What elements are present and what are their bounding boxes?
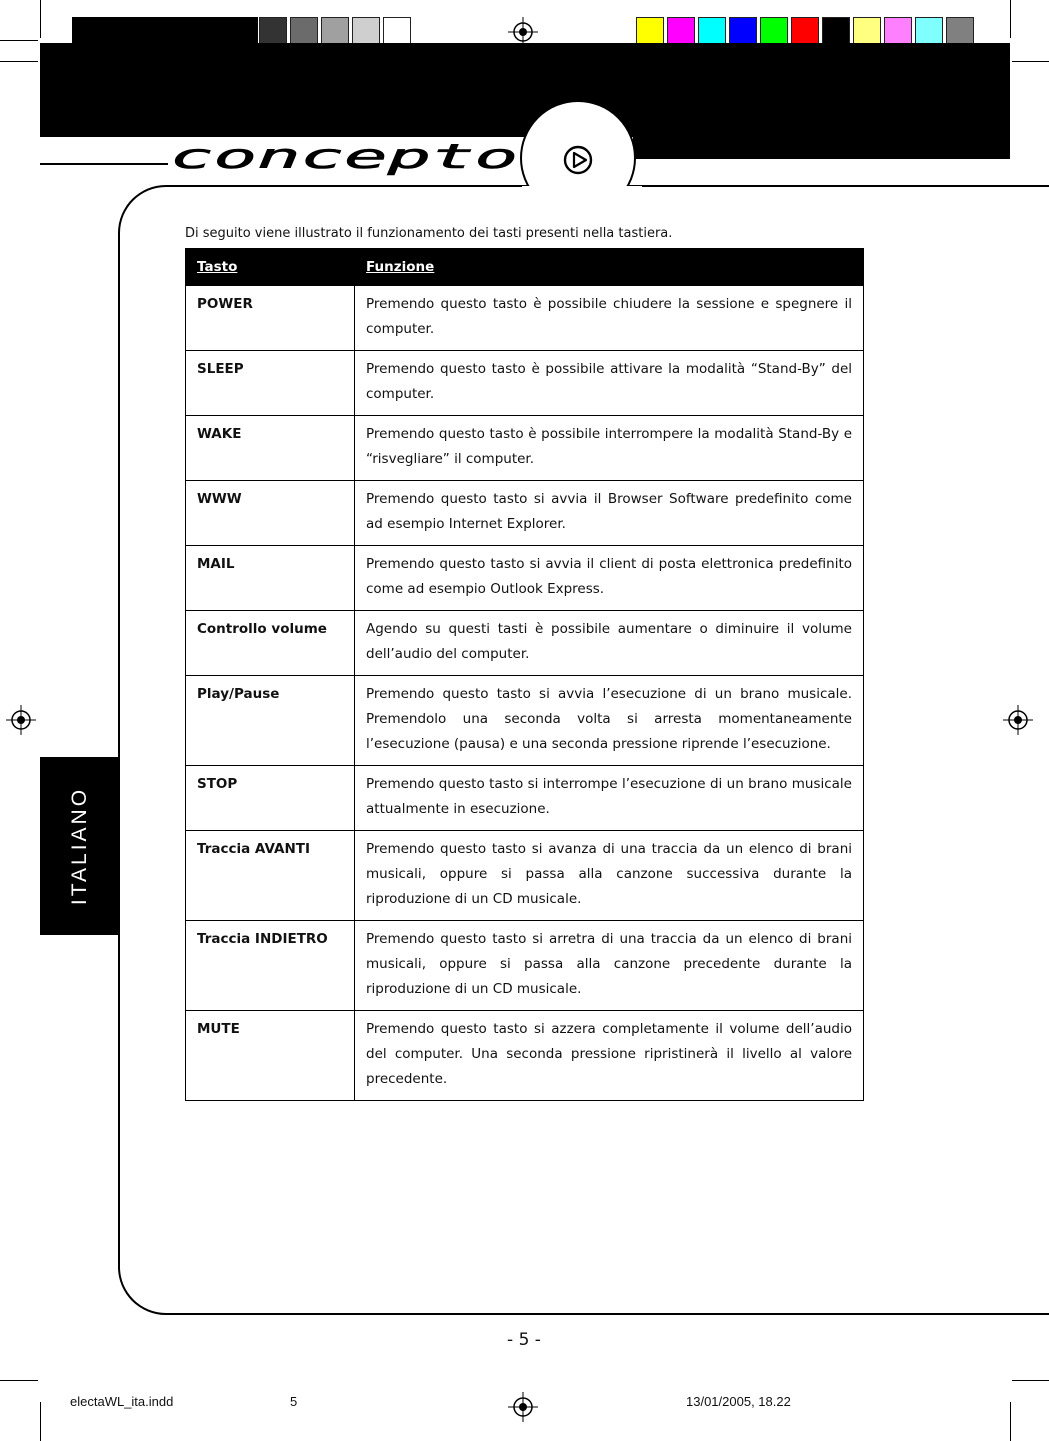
table-row (186, 416, 864, 481)
footer-timestamp: 13/01/2005, 18.22 (686, 1394, 791, 1409)
table-row (186, 481, 864, 546)
table-row (186, 676, 864, 766)
gray-swatch (352, 17, 380, 44)
header-key: Tasto (186, 249, 355, 286)
key-function: Premendo questo tasto si azzera completamente il volume dell’audio del computer. Una seconda pressione ripristinerà il livello al valore precedente. (355, 1011, 864, 1101)
key-name: POWER (186, 286, 355, 351)
key-function: Premendo questo tasto si avvia il client di posta elettronica predefinito come ad esempio Outlook Express. (355, 546, 864, 611)
table-row (186, 831, 864, 921)
key-name: Traccia INDIETRO (186, 921, 355, 1011)
crop-mark (0, 1380, 38, 1381)
page-number: - 5 - (507, 1330, 541, 1350)
key-function: Premendo questo tasto si arretra di una traccia da un elenco di brani musicali, oppure si passa alla canzone precedente durante la riproduzione di un CD musicale. (355, 921, 864, 1011)
crop-mark (40, 1402, 41, 1441)
color-swatch (667, 17, 695, 44)
key-name: WWW (186, 481, 355, 546)
table-row (186, 546, 864, 611)
table-row (186, 921, 864, 1011)
crop-mark (1010, 1402, 1011, 1441)
table-row (186, 351, 864, 416)
key-function: Premendo questo tasto si avvia l’esecuzione di un brano musicale. Premendolo una seconda volta si arresta momentaneamente l’esecuzione (pausa) e una seconda pressione riprende l’esecuzione. (355, 676, 864, 766)
gray-swatch (383, 17, 411, 44)
color-swatch (760, 17, 788, 44)
key-name: SLEEP (186, 351, 355, 416)
table-row (186, 611, 864, 676)
crop-mark (40, 0, 41, 38)
table-header-row (186, 249, 864, 286)
header-band-right (633, 130, 1010, 159)
table-row (186, 766, 864, 831)
key-function: Premendo questo tasto è possibile attivare la modalità “Stand-By” del computer. (355, 351, 864, 416)
keys-table (185, 248, 864, 1101)
crop-mark (0, 40, 38, 41)
key-name: Controllo volume (186, 611, 355, 676)
color-swatch (853, 17, 881, 44)
crop-mark (1012, 61, 1049, 62)
key-name: Traccia AVANTI (186, 831, 355, 921)
crop-mark (0, 61, 38, 62)
print-black-bar (72, 17, 258, 44)
panel-bottom-rule (166, 1313, 1010, 1315)
crop-mark (1012, 1380, 1049, 1381)
header-band (40, 43, 1010, 137)
key-function: Premendo questo tasto si avanza di una traccia da un elenco di brani musicali, oppure si passa alla canzone successiva durante la riproduzione di un CD musicale. (355, 831, 864, 921)
play-circle-icon (562, 144, 594, 176)
color-swatch (636, 17, 664, 44)
brand-rule (40, 163, 168, 165)
footer-filename: electaWL_ita.indd (70, 1394, 174, 1409)
crop-mark (1010, 0, 1011, 38)
gray-swatch (321, 17, 349, 44)
key-name: MUTE (186, 1011, 355, 1101)
color-swatch (729, 17, 757, 44)
table-row (186, 1011, 864, 1101)
color-swatch (915, 17, 943, 44)
table-row (186, 286, 864, 351)
footer-page: 5 (290, 1394, 298, 1409)
intro-text: Di seguito viene illustrato il funzionamento dei tasti presenti nella tastiera. (185, 226, 673, 241)
key-function: Agendo su questi tasti è possibile aumentare o diminuire il volume dell’audio del computer. (355, 611, 864, 676)
key-function: Premendo questo tasto è possibile interrompere la modalità Stand-By e “risvegliare” il computer. (355, 416, 864, 481)
registration-mark-icon (6, 705, 36, 735)
color-swatch (791, 17, 819, 44)
brand-name: concepto (170, 140, 518, 177)
key-name: MAIL (186, 546, 355, 611)
key-name: STOP (186, 766, 355, 831)
color-swatch (822, 17, 850, 44)
color-swatch (698, 17, 726, 44)
registration-mark-icon (508, 1392, 538, 1422)
key-name: Play/Pause (186, 676, 355, 766)
key-function: Premendo questo tasto si avvia il Browser Software predefinito come ad esempio Internet Explorer. (355, 481, 864, 546)
key-name: WAKE (186, 416, 355, 481)
key-function: Premendo questo tasto si interrompe l’esecuzione di un brano musicale attualmente in esecuzione. (355, 766, 864, 831)
key-function: Premendo questo tasto è possibile chiudere la sessione e spegnere il computer. (355, 286, 864, 351)
brand-circle-mask (522, 186, 642, 226)
language-label: ITALIANO (68, 786, 92, 906)
gray-swatch (259, 17, 287, 44)
header-function: Funzione (355, 249, 864, 286)
color-swatch (946, 17, 974, 44)
concepto-logo (168, 140, 528, 180)
gray-swatch (290, 17, 318, 44)
color-swatch (884, 17, 912, 44)
